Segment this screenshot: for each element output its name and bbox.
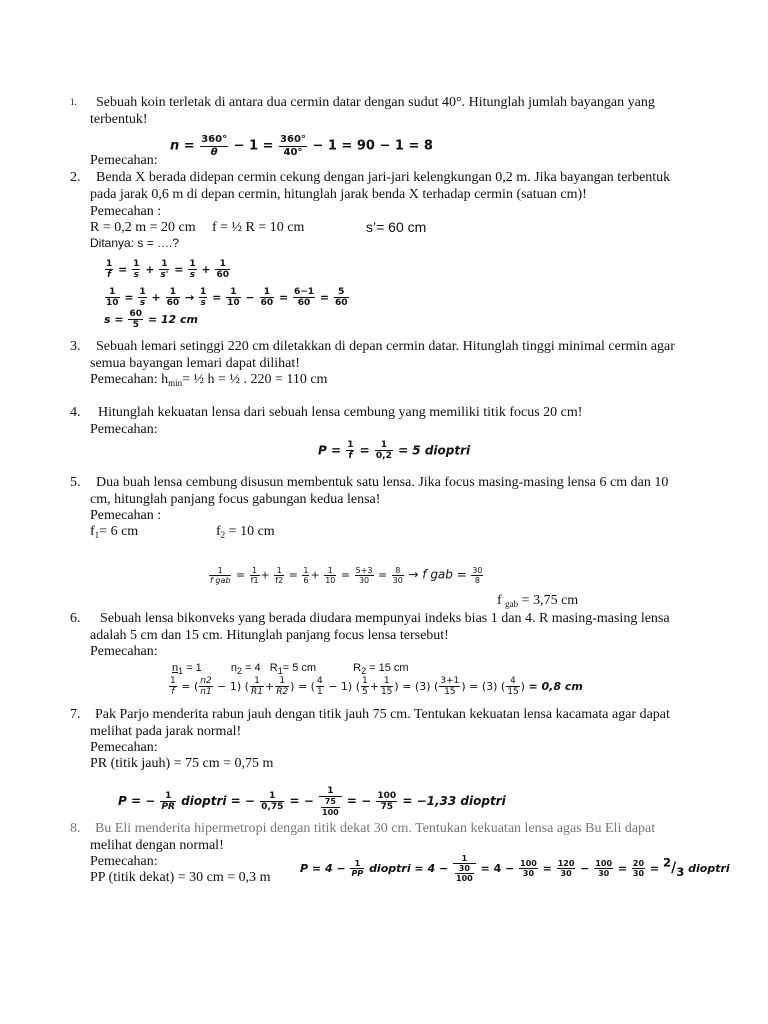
problem-5-result: f $_{gab}$ = 3,75 cm: [497, 593, 579, 609]
problem-3-number: 3.: [70, 339, 81, 354]
problem-1-equation: n = $\frac{360^\circ}{\theta}$ − 1 = $\frac{360^\circ}{40^\circ}$ − 1 = 90 − 1 = 8: [170, 134, 433, 158]
problem-7-text-cont: melihat pada jarak normal!: [90, 724, 242, 739]
problem-6-text-cont: adalah 5 cm dan 15 cm. Hitunglah panjang focus lensa tersebut!: [90, 628, 449, 643]
problem-6-equation: $\frac{1}{f}$ = ( $\frac{n2}{n1}$ − 1) ( $\frac{1}{R1}$ + $\frac{1}{R2}$ ) = ( $\frac{4}{1}$ − 1) ( $\frac{1}{5}$ + $\frac{1}{15}$ ) = (3) ( $\frac{3+1}{15}$ ) = (3) ( $\frac{4}{15}$ ) = 0,8 cm: [170, 676, 583, 698]
problem-5-text-cont: cm, hitunglah panjang focus gabungan kedua lensa!: [90, 492, 381, 507]
problem-6-solution-label: Pemecahan:: [90, 644, 158, 659]
problem-2-solution-label: Pemecahan :: [90, 204, 162, 219]
problem-1-text-cont: terbentuk!: [90, 112, 148, 127]
problem-7-solution-label: Pemecahan:: [90, 740, 158, 755]
problem-8-text-cont: melihat dengan normal!: [90, 838, 224, 853]
problem-4-text: Hitunglah kekuatan lensa dari sebuah lensa cembung yang memiliki titik focus 20 cm!: [98, 405, 583, 420]
problem-2-text: Benda X berada didepan cermin cekung dengan jari-jari kelengkungan 0,2 m. Jika bayangan terbentuk: [96, 170, 671, 185]
problem-2-equation-3: s = $\frac{60}{5}$ = 12 cm: [104, 309, 198, 331]
problem-5-equation: $\frac{1}{\text{f gab}}$ = $\frac{1}{f1}$ + $\frac{1}{f2}$ = $\frac{1}{6}$ + $\frac{1}{10}$ = $\frac{5+3}{30}$ = $\frac{8}{30}$ → f gab = $\frac{30}{8}$: [210, 566, 483, 586]
problem-2-text-cont: pada jarak 0,6 m di depan cermin, hitunglah jarak benda X terhadap cermin (satuan cm)!: [90, 187, 587, 202]
problem-5-text: Dua buah lensa cembung disusun membentuk satu lensa. Jika focus masing-masing lensa 6 cm dan 10: [96, 475, 669, 490]
problem-2-given-s: s’= 60 cm: [366, 219, 427, 235]
problem-5-given-f1: $f_1= 6$ cm: [90, 524, 139, 540]
problem-8-given: PP (titik dekat) = 30 cm = 0,3 m: [90, 870, 271, 885]
problem-2-given-r: R = 0,2 m = 20 cm: [90, 220, 196, 235]
problem-1-solution-label: Pemecahan:: [90, 153, 158, 168]
problem-7-given: PR (titik jauh) = 75 cm = 0,75 m: [90, 756, 274, 771]
problem-8-text: Bu Eli menderita hipermetropi dengan titik dekat 30 cm. Tentukan kekuatan lensa agas Bu Eli dapat: [95, 821, 656, 836]
problem-2-equation-2: $\frac{1}{10}$ = $\frac{1}{s}$ + $\frac{1}{60}$ → $\frac{1}{s}$ = $\frac{1}{10}$ − $\frac{1}{60}$ = $\frac{6-1}{60}$ = $\frac{5}{60}$: [106, 287, 348, 309]
problem-4-number: 4.: [70, 405, 81, 420]
problem-7-number: 7.: [70, 707, 81, 722]
problem-3-text-cont: semua bayangan lemari dapat dilihat!: [90, 356, 300, 371]
problem-8-number: 8.: [70, 821, 81, 836]
problem-7-text: Pak Parjo menderita rabun jauh dengan titik jauh 75 cm. Tentukan kekuatan lensa kacamata agar dapat: [95, 707, 670, 722]
problem-4-equation: P = $\frac{1}{f}$ = $\frac{1}{0,2}$ = 5 dioptri: [318, 440, 471, 462]
problem-2-number: 2.: [70, 170, 81, 185]
problem-5-given-f2: $f_2 = 10$ cm: [216, 524, 275, 540]
problem-6-given: $n_1 = 1$ $n_2 = 4$ $R_1= 5$ cm $R_2 = 15$ cm: [172, 662, 409, 676]
problem-1-text: Sebuah koin terletak di antara dua cermin datar dengan sudut 40°. Hitunglah jumlah bayangan yang: [96, 95, 655, 110]
problem-2-equation-1: $\frac{1}{f}$ = $\frac{1}{s}$ + $\frac{1}{s'}$ = $\frac{1}{s}$ + $\frac{1}{60}$: [106, 259, 230, 281]
problem-2-asked: Ditanya: s = ….?: [90, 236, 180, 250]
problem-4-solution-label: Pemecahan:: [90, 422, 158, 437]
problem-2-given-f: f = ½ R = 10 cm: [212, 220, 305, 235]
problem-5-solution-label: Pemecahan :: [90, 508, 162, 523]
problem-6-text: Sebuah lensa bikonveks yang berada diudara mempunyai indeks bias 1 dan 4. R masing-masing lensa: [100, 611, 670, 626]
problem-1-number: 1.: [70, 97, 77, 107]
problem-8-equation: P = 4 − $\frac{1}{PP}$ dioptri = 4 − $\frac{1}{\frac{30}{100}}$ = 4 − $\frac{100}{30}$ = $\frac{120}{30}$ − $\frac{100}{30}$ = $\frac{20}{30}$ = $^2/_3$ dioptri: [300, 854, 730, 884]
problem-6-number: 6.: [70, 611, 81, 626]
problem-5-number: 5.: [70, 475, 81, 490]
problem-3-solution: Pemecahan: $h_{min}=$ ½ h = ½ . 220 = 110 cm: [90, 372, 328, 388]
problem-7-equation: P = − $\frac{1}{PR}$ dioptri = − $\frac{1}{0,75}$ = − $\frac{1}{\frac{75}{100}}$ = − $\frac{100}{75}$ = −1,33 dioptri: [118, 786, 506, 817]
problem-3-text: Sebuah lemari setinggi 220 cm diletakkan di depan cermin datar. Hitunglah tinggi minimal cermin agar: [96, 339, 675, 354]
problem-8-solution-label: Pemecahan:: [90, 854, 158, 869]
